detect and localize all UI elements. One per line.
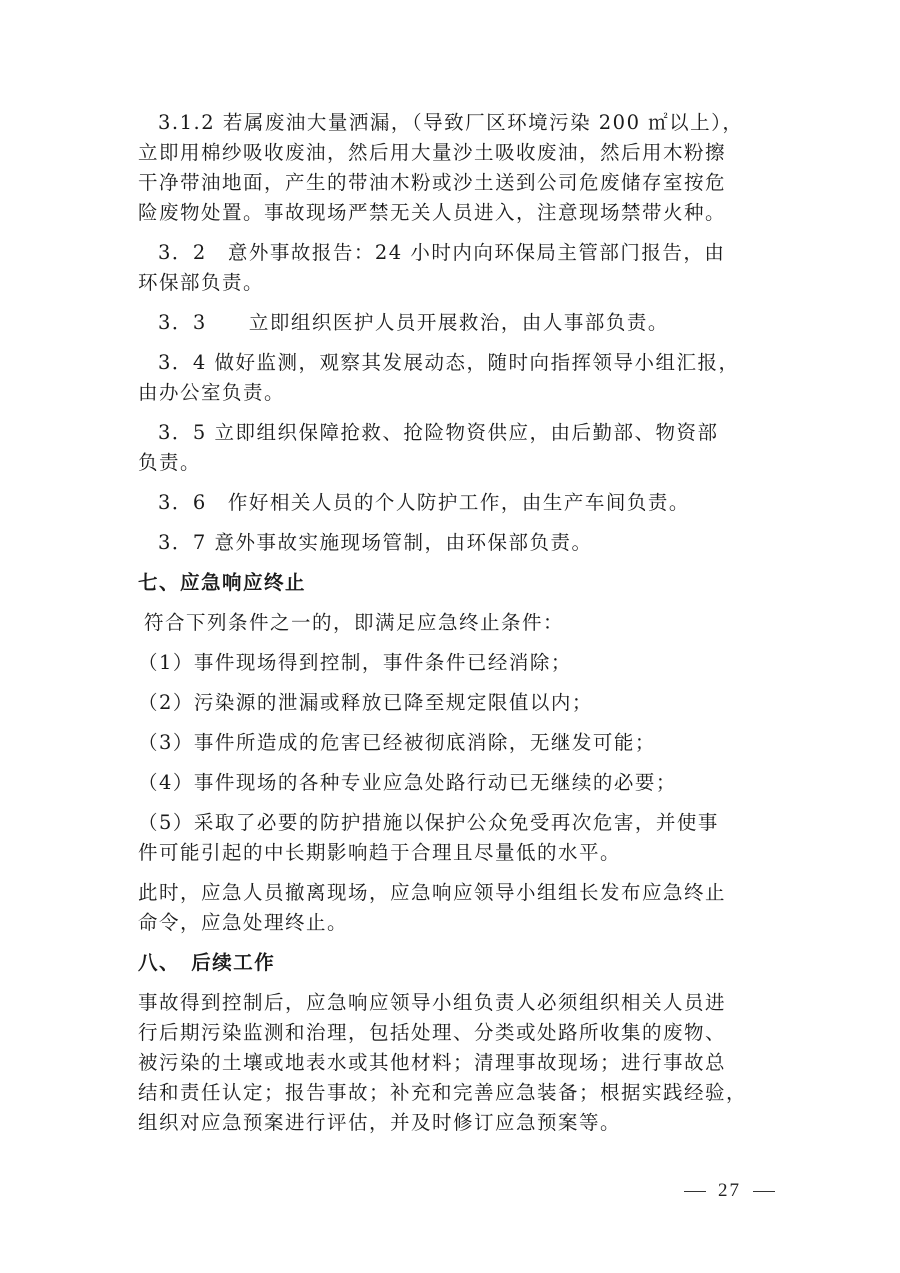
- dash-right: [753, 1191, 775, 1192]
- section-heading-7: 七、应急响应终止: [138, 571, 307, 594]
- text-line: 干净带油地面，产生的带油木粉或沙土送到公司危废储存室按危: [138, 171, 727, 194]
- text-line: 件可能引起的中长期影响趋于合理且尽量低的水平。: [138, 841, 622, 864]
- section-3-2: [138, 238, 764, 298]
- condition-1: [138, 648, 764, 678]
- text-line: 3．3 立即组织医护人员开展救治，由人事部负责。: [158, 311, 669, 334]
- section-heading-8: 八、 后续工作: [138, 951, 276, 974]
- text-line: 被污染的土壤或地表水或其他材料；清理事故现场；进行事故总: [138, 1051, 727, 1074]
- text-line: 事故得到控制后，应急响应领导小组负责人必须组织相关人员进: [138, 991, 727, 1014]
- closing-paragraph: [138, 878, 764, 938]
- condition-3: [138, 728, 764, 758]
- termination-intro: [138, 608, 764, 638]
- text-line: 3．2 意外事故报告：24 小时内向环保局主管部门报告，由: [158, 241, 726, 264]
- text-line: （3）事件所造成的危害已经被彻底消除，无继发可能；: [138, 731, 656, 754]
- section-3-1-2: [138, 108, 764, 228]
- text-line: （5）采取了必要的防护措施以保护公众免受再次危害，并使事: [138, 811, 719, 834]
- document-page: [138, 108, 764, 1148]
- condition-2: [138, 688, 764, 718]
- condition-4: [138, 768, 764, 798]
- text-line: 险废物处置。事故现场严禁无关人员进入，注意现场禁带火种。: [138, 201, 727, 224]
- text-line: 环保部负责。: [138, 271, 265, 294]
- text-line: 符合下列条件之一的，即满足应急终止条件：: [144, 611, 565, 634]
- followup-paragraph: [138, 988, 764, 1138]
- text-line: 3.1.2 若属废油大量洒漏，（导致厂区环境污染 200 ㎡以上），: [158, 111, 744, 134]
- text-line: （1）事件现场得到控制，事件条件已经消除；: [138, 651, 572, 674]
- text-line: 命令，应急处理终止。: [138, 911, 349, 934]
- text-line: 3．6 作好相关人员的个人防护工作，由生产车间负责。: [158, 491, 690, 514]
- text-line: 3．7 意外事故实施现场管制，由环保部负责。: [158, 531, 593, 554]
- text-line: （4）事件现场的各种专业应急处路行动已无继续的必要；: [138, 771, 677, 794]
- text-line: 由办公室负责。: [138, 381, 286, 404]
- page-number: 27: [718, 1180, 741, 1201]
- text-line: 此时，应急人员撤离现场，应急响应领导小组组长发布应急终止: [138, 881, 727, 904]
- text-line: 行后期污染监测和治理，包括处理、分类或处路所收集的废物、: [138, 1021, 727, 1044]
- text-line: 3．5 立即组织保障抢救、抢险物资供应，由后勤部、物资部: [158, 421, 719, 444]
- page-footer: [672, 1180, 787, 1202]
- section-3-6: [138, 488, 764, 518]
- section-3-4: [138, 348, 764, 408]
- text-line: 立即用棉纱吸收废油，然后用大量沙土吸收废油，然后用木粉擦: [138, 141, 727, 164]
- condition-5: [138, 808, 764, 868]
- text-line: 3．4 做好监测，观察其发展动态，随时向指挥领导小组汇报，: [158, 351, 740, 374]
- text-line: 结和责任认定；报告事故；补充和完善应急装备；根据实践经验，: [138, 1081, 748, 1104]
- dash-left: [684, 1191, 706, 1192]
- section-3-5: [138, 418, 764, 478]
- section-3-3: [138, 308, 764, 338]
- text-line: 负责。: [138, 451, 202, 474]
- section-3-7: [138, 528, 764, 558]
- text-line: （2）污染源的泄漏或释放已降至规定限值以内；: [138, 691, 593, 714]
- text-line: 组织对应急预案进行评估，并及时修订应急预案等。: [138, 1111, 622, 1134]
